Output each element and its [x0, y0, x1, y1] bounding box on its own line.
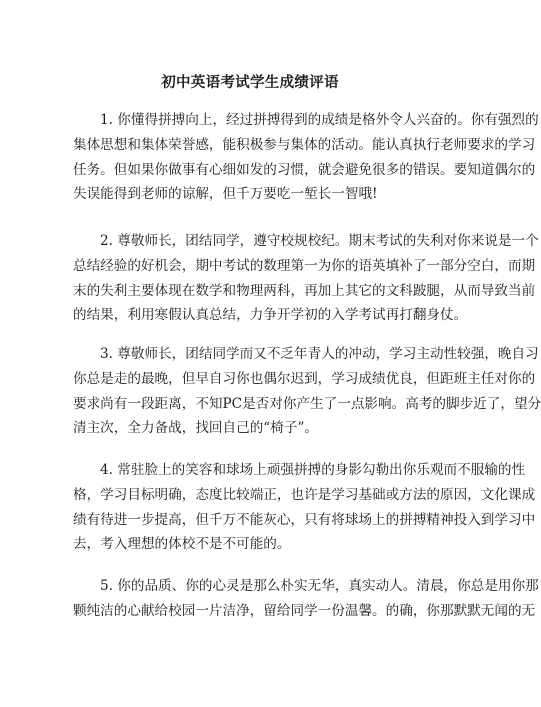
paragraph-line: 总结经验的好机会，期中考试的数理第一为你的语英填补了一部分空白，而期: [73, 257, 536, 274]
paragraph-line: 4. 常驻脸上的笑容和球场上顽强拼搏的身影勾勒出你乐观而不服输的性: [100, 462, 526, 478]
paragraph-3: [73, 342, 541, 441]
paragraph-line: 格，学习目标明确，态度比较端正，也许是学习基础或方法的原因，文化课成: [73, 486, 536, 503]
paragraph-line: 3. 尊敬师长，团结同学而又不乏年青人的冲动，学习主动性较强，晚自习: [100, 346, 539, 362]
paragraph-line: 5. 你的品质、你的心灵是那么朴实无华，真实动人。清晨，你总是用你那: [100, 578, 539, 594]
paragraph-4: [73, 458, 536, 557]
paragraph-2: [73, 229, 539, 328]
paragraph-line: 要求尚有一段距离，不知PC是否对你产生了一点影响。高考的脚步近了，望分: [73, 395, 541, 412]
paragraph-line: 去，考入理想的体校不是不可能的。: [73, 536, 291, 553]
paragraph-line: 失误能得到老师的谅解，但千万要吃一堑长一智哦!: [73, 186, 378, 203]
paragraph-1: [73, 108, 539, 207]
paragraph-line: 2. 尊敬师长，团结同学，遵守校规校纪。期末考试的失利对你来说是一个: [100, 233, 539, 249]
paragraph-line: 绩有待进一步提高，但千万不能灰心，只有将球场上的拼搏精神投入到学习中: [73, 511, 536, 528]
paragraph-line: 末的失利主要体现在数学和物理两科，再加上其它的文科跛腿，从而导致当前: [73, 282, 536, 299]
document-title: 初中英语考试学生成绩评语: [161, 74, 339, 91]
paragraph-line: 任务。但如果你做事有心细如发的习惯，就会避免很多的错误。要知道偶尔的: [73, 161, 536, 178]
paragraph-5: [73, 574, 539, 624]
paragraph-line: 你总是走的最晚，但早自习你也偶尔迟到，学习成绩优良，但距班主任对你的: [73, 370, 536, 387]
paragraph-line: 的结果，利用寒假认真总结，力争开学初的入学考试再打翻身仗。: [73, 307, 468, 324]
paragraph-line: 颗纯洁的心献给校园一片洁净，留给同学一份温馨。的确，你那默默无闻的无: [73, 602, 536, 619]
paragraph-line: 集体思想和集体荣誉感，能积极参与集体的活动。能认真执行老师要求的学习: [73, 136, 536, 153]
paragraph-line: 清主次，全力备战，找回自己的“椅子”。: [73, 420, 318, 437]
paragraph-line: 1. 你懂得拼搏向上，经过拼搏得到的成绩是格外令人兴奋的。你有强烈的: [100, 112, 539, 128]
